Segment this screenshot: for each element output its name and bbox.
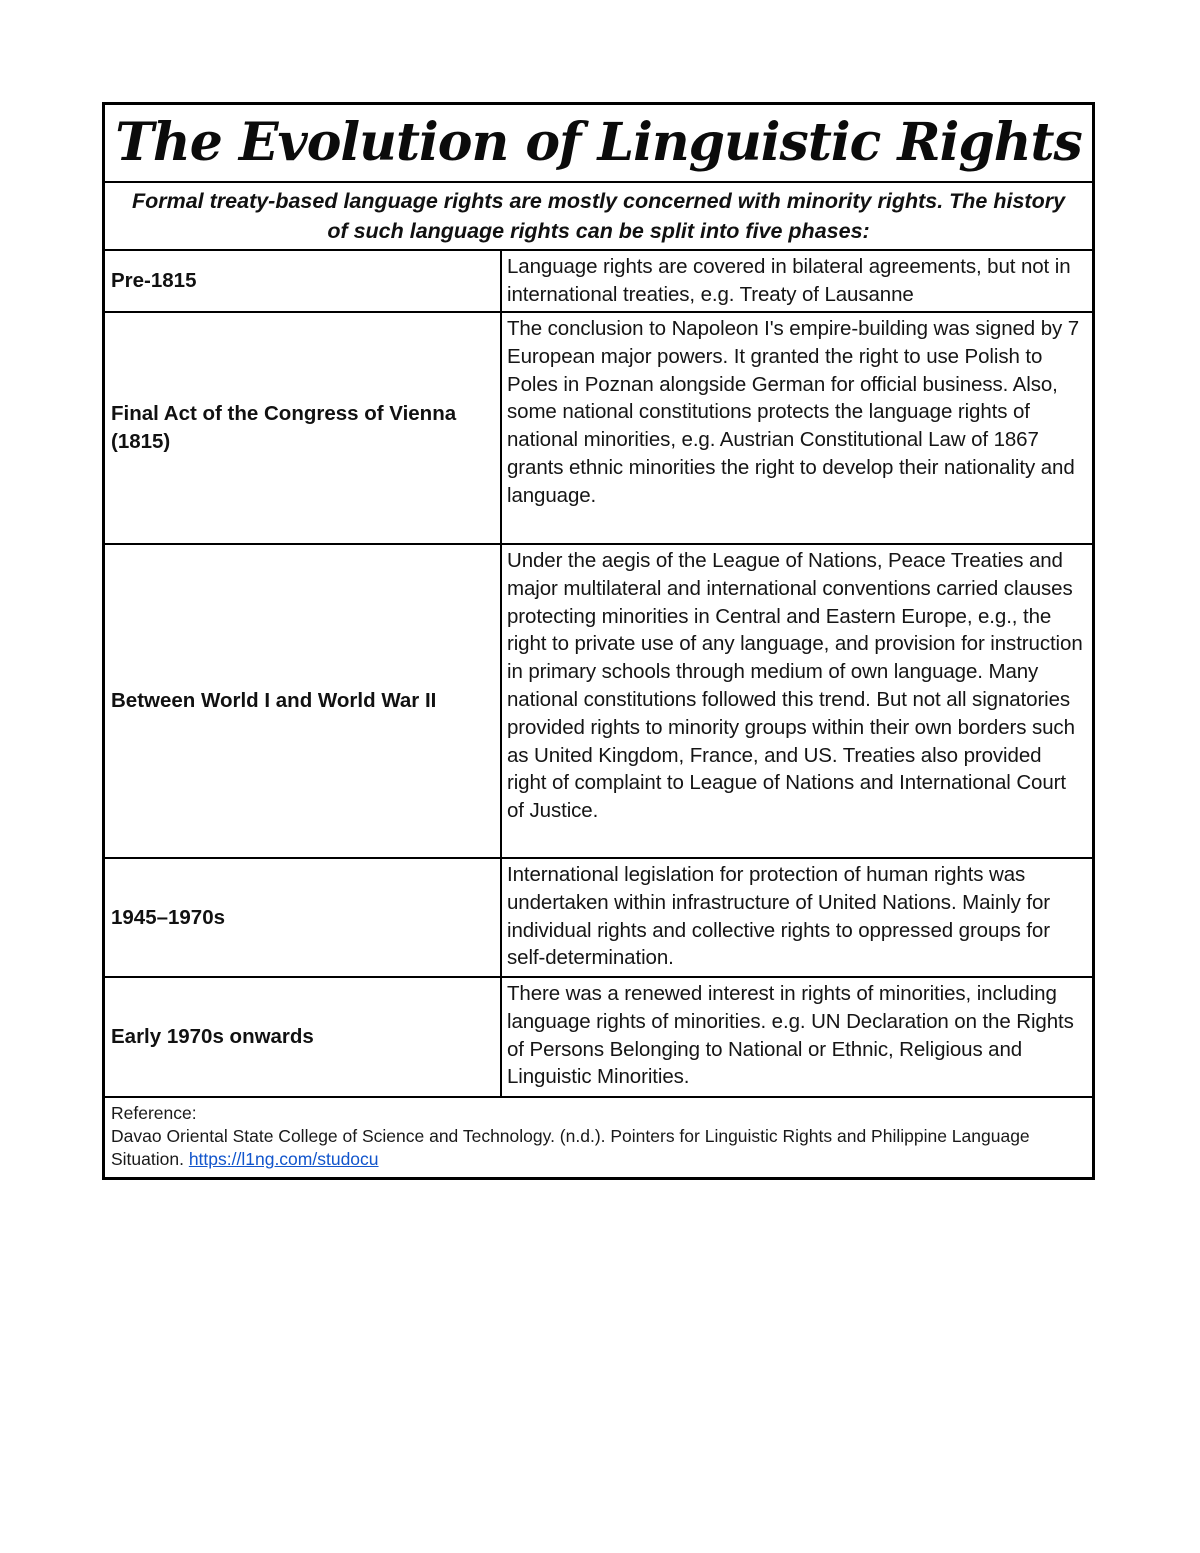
- phase-description: The conclusion to Napoleon I's empire-building was signed by 7 European major powers. It granted the right to use Polish to Poles in Poznan alongside German for official business. Also, some national constitutions protects the language rights of national minorities, e.g. Austrian Constitutional Law of 1867 grants ethnic minorities the right to develop their nationality and language.: [507, 317, 1080, 507]
- title-row: [105, 105, 1092, 183]
- phase-description: There was a renewed interest in rights of minorities, including language rights of minorities. e.g. UN Declaration on the Rights of Persons Belonging to National or Ethnic, Religious and Linguistic Minorities.: [507, 982, 1074, 1089]
- page-title: The Evolution of Linguistic Rights: [115, 112, 1082, 173]
- reference-citation: [111, 1125, 1086, 1171]
- phase-description: International legislation for protection of human rights was undertaken within infrastructure of United Nations. Mainly for individual rights and collective rights to oppressed groups for self-determination.: [507, 863, 1051, 970]
- reference-label: Reference:: [111, 1103, 197, 1123]
- phase-name: Pre-1815: [105, 251, 502, 311]
- phase-description: Language rights are covered in bilateral agreements, but not in international treaties, e.g. Treaty of Lausanne: [507, 255, 1071, 306]
- phase-name: Final Act of the Congress of Vienna (1815): [105, 313, 502, 543]
- table-row: [105, 545, 1092, 859]
- phase-name: 1945–1970s: [105, 859, 502, 976]
- phase-name: Early 1970s onwards: [105, 978, 502, 1096]
- table-row: [105, 251, 1092, 313]
- phase-name: Between World I and World War II: [105, 545, 502, 857]
- table-row: [105, 859, 1092, 978]
- table-row: [105, 313, 1092, 545]
- reference-text: Davao Oriental State College of Science and Technology. (n.d.). Pointers for Linguistic Rights and Philippine Language Situation.: [111, 1126, 1030, 1169]
- subtitle: Formal treaty-based language rights are mostly concerned with minority rights. The history of such language rights can be split into five phases:: [131, 189, 1066, 243]
- phase-description: Under the aegis of the League of Nations, Peace Treaties and major multilateral and international conventions carried clauses protecting minorities in Central and Eastern Europe, e.g., the right to private use of any language, and provision for instruction in primary schools through medium of own language. Many national constitutions followed this trend. But not all signatories provided rights to minority groups within their own borders such as United Kingdom, France, and US. Treaties also provided right of complaint to League of Nations and International Court of Justice.: [507, 549, 1083, 823]
- reference-section: [105, 1098, 1092, 1177]
- subtitle-row: [105, 183, 1092, 251]
- table-row: [105, 978, 1092, 1098]
- reference-link[interactable]: https://l1ng.com/studocu: [188, 1149, 379, 1169]
- linguistic-rights-table: [102, 102, 1095, 1180]
